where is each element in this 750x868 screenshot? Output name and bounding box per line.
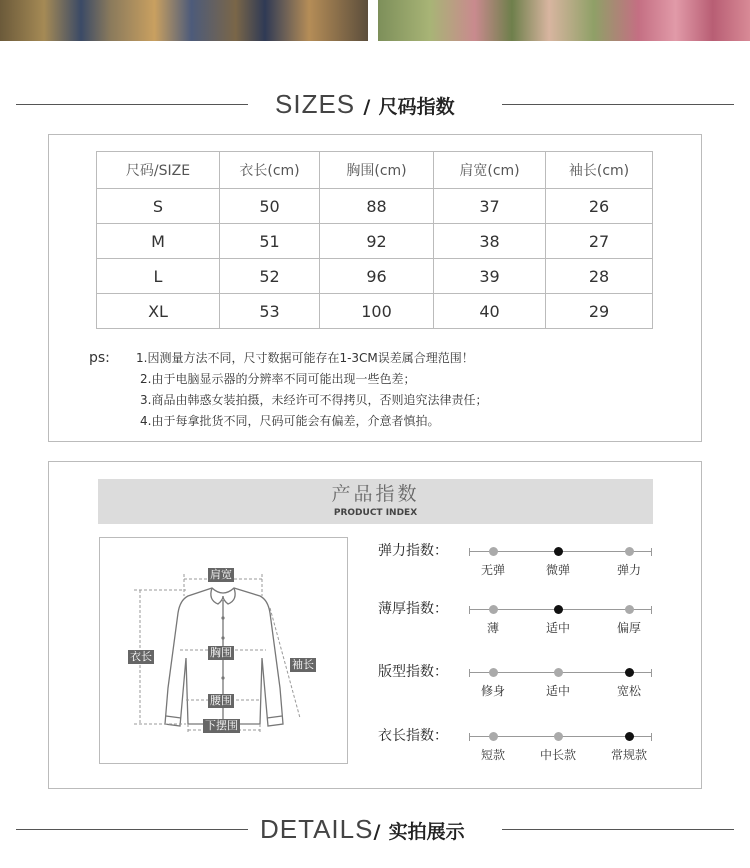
- index-label: 衣长指数：: [378, 728, 448, 744]
- label-shoulder: 肩宽: [210, 568, 232, 581]
- cell-chest: 96: [320, 259, 434, 294]
- details-title: [260, 812, 465, 849]
- index-option: 微弹: [545, 563, 570, 577]
- scale-cap-right: [651, 548, 652, 556]
- scale-cap-left: [469, 733, 470, 741]
- cell-chest: 88: [320, 189, 434, 224]
- label-hem: 下摆围: [205, 719, 238, 732]
- details-title-sep: /: [373, 821, 381, 843]
- index-dot: [489, 668, 498, 677]
- table-row: [97, 294, 653, 329]
- index-dot: [554, 547, 563, 556]
- index-dot: [489, 732, 498, 741]
- label-length: 衣长: [130, 650, 152, 663]
- index-option: 修身: [480, 684, 505, 698]
- heading-rule-left: [16, 829, 248, 830]
- cell-sleeve: 27: [546, 224, 653, 259]
- index-dot: [554, 668, 563, 677]
- product-photo-right: [378, 0, 750, 41]
- index-dot: [625, 605, 634, 614]
- cell-size: M: [97, 224, 220, 259]
- size-table: [96, 151, 653, 329]
- note-item: 2.由于电脑显示器的分辨率不同可能出现一些色差；: [140, 372, 416, 386]
- cell-size: XL: [97, 294, 220, 329]
- index-dot: [489, 547, 498, 556]
- index-label: 版型指数：: [378, 664, 448, 680]
- cell-size: S: [97, 189, 220, 224]
- scale-cap-left: [469, 548, 470, 556]
- index-label: 弹力指数：: [378, 543, 448, 559]
- heading-rule-right: [502, 104, 734, 105]
- product-index-banner: [98, 479, 653, 524]
- label-waist: 腰围: [210, 694, 232, 707]
- table-row: [97, 259, 653, 294]
- header-size: 尺码/SIZE: [97, 152, 220, 189]
- note-item: 1.因测量方法不同，尺寸数据可能存在1-3CM误差属合理范围！: [136, 351, 474, 365]
- cell-length: 51: [220, 224, 320, 259]
- note-item: 4.由于每拿批货不同，尺码可能会有偏差，介意者慎拍。: [140, 414, 440, 428]
- cell-length: 53: [220, 294, 320, 329]
- scale-cap-right: [651, 606, 652, 614]
- cell-length: 52: [220, 259, 320, 294]
- label-chest: 胸围: [210, 646, 232, 659]
- sizes-title-en: SIZES: [275, 89, 356, 119]
- index-option: 宽松: [616, 684, 641, 698]
- header-shoulder: 肩宽(cm): [434, 152, 546, 189]
- header-chest: 胸围(cm): [320, 152, 434, 189]
- index-label: 薄厚指数：: [378, 601, 448, 617]
- index-option: 弹力: [616, 563, 641, 577]
- header-length: 衣长(cm): [220, 152, 320, 189]
- cell-sleeve: 29: [546, 294, 653, 329]
- index-option: 薄: [486, 621, 499, 635]
- sizes-title-sep: /: [363, 96, 371, 118]
- index-row-thickness: [378, 601, 658, 641]
- heading-rule-left: [16, 104, 248, 105]
- details-heading: [0, 812, 750, 846]
- cell-chest: 92: [320, 224, 434, 259]
- cell-sleeve: 26: [546, 189, 653, 224]
- index-dot: [625, 547, 634, 556]
- index-row-elasticity: [378, 543, 658, 583]
- cell-shoulder: 39: [434, 259, 546, 294]
- index-option: 无弹: [480, 563, 505, 577]
- label-sleeve: 袖长: [292, 658, 314, 671]
- size-table-header-row: [97, 152, 653, 189]
- index-dot: [554, 605, 563, 614]
- garment-measure-diagram: [99, 537, 348, 764]
- scale-cap-right: [651, 669, 652, 677]
- header-sleeve: 袖长(cm): [546, 152, 653, 189]
- scale-cap-left: [469, 669, 470, 677]
- notes-list: [136, 348, 487, 432]
- product-index-title-cn: 产品指数: [331, 483, 420, 505]
- cell-size: L: [97, 259, 220, 294]
- scale-cap-left: [469, 606, 470, 614]
- index-dot: [554, 732, 563, 741]
- cell-shoulder: 38: [434, 224, 546, 259]
- cell-chest: 100: [320, 294, 434, 329]
- cell-shoulder: 37: [434, 189, 546, 224]
- sizes-heading: [0, 87, 750, 121]
- heading-rule-right: [502, 829, 734, 830]
- details-title-en: DETAILS: [260, 814, 374, 844]
- index-dot: [489, 605, 498, 614]
- cell-length: 50: [220, 189, 320, 224]
- notes-label: ps:: [89, 350, 110, 366]
- index-option: 适中: [545, 684, 570, 698]
- index-option: 常规款: [610, 748, 647, 762]
- index-option: 中长款: [539, 748, 576, 762]
- index-row-fit: [378, 664, 658, 704]
- cell-shoulder: 40: [434, 294, 546, 329]
- index-dot: [625, 668, 634, 677]
- index-option: 短款: [480, 748, 505, 762]
- table-row: [97, 189, 653, 224]
- sizes-title: [275, 87, 455, 124]
- product-photo-left: [0, 0, 368, 41]
- product-index-title-en: PRODUCT INDEX: [333, 508, 418, 518]
- index-row-length: [378, 728, 658, 768]
- details-title-cn: 实拍展示: [388, 821, 465, 843]
- index-option: 偏厚: [616, 621, 641, 635]
- cell-sleeve: 28: [546, 259, 653, 294]
- note-item: 3.商品由韩惑女装拍摄，未经许可不得拷贝，否则追究法律责任；: [140, 393, 488, 407]
- sizes-title-cn: 尺码指数: [378, 96, 455, 118]
- index-dot: [625, 732, 634, 741]
- table-row: [97, 224, 653, 259]
- index-option: 适中: [545, 621, 570, 635]
- scale-cap-right: [651, 733, 652, 741]
